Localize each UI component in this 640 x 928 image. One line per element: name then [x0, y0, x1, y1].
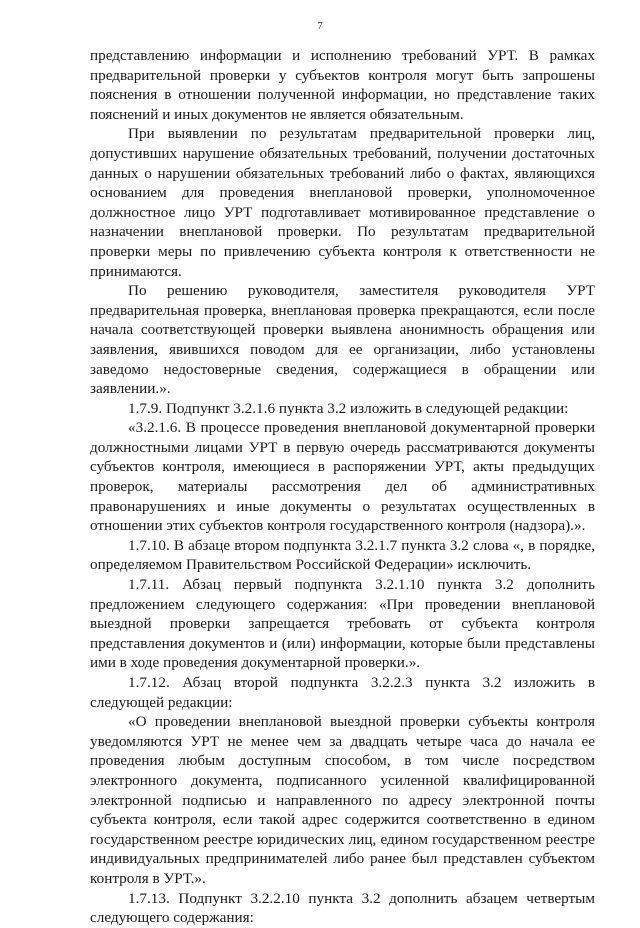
paragraph: По решению руководителя, заместителя руководителя УРТ предварительная проверка, внеплановая проверка прекращаются, если после начала соответствующей проверки выявлена анонимность обращения или заявления, явившихся поводом для ее организации, либо установлены заведомо недостоверные сведения, содержащиеся в обращении или заявлении.». [90, 282, 595, 398]
body-text [90, 46, 595, 928]
paragraph: 1.7.12. Абзац второй подпункта 3.2.2.3 пункта 3.2 изложить в следующей редакции: [90, 674, 595, 711]
paragraph: представлению информации и исполнению требований УРТ. В рамках предварительной проверки у субъектов контроля могут быть запрошены пояснения в отношении полученной информации, но представление таких пояснений и иных документов не является обязательным. [90, 47, 595, 123]
paragraph: При выявлении по результатам предварительной проверки лиц, допустивших нарушение обязательных требований, получении достаточных данных о нарушении обязательных требований либо о фактах, являющихся основанием для проведения внеплановой проверки, уполномоченное должностное лицо УРТ подготавливает мотивированное представление о назначении внеплановой проверки. По результатам предварительной проверки меры по привлечению субъекта контроля к ответственности не принимаются. [90, 125, 595, 280]
paragraph: «О проведении внеплановой выездной проверки субъекты контроля уведомляются УРТ не менее чем за двадцать четыре часа до начала ее проведения любым доступным способом, в том числе посредством электронного документа, подписанного усиленной квалифицированной электронной подписью и направленного по адресу электронной почты субъекта контроля, если такой адрес содержится соответственно в едином государственном реестре юридических лиц, едином государственном реестре индивидуальных предпринимателей либо ранее был представлен субъектом контроля в УРТ.». [90, 713, 595, 887]
paragraph: 1.7.11. Абзац первый подпункта 3.2.1.10 пункта 3.2 дополнить предложением следующего содержания: «При проведении внеплановой выездной проверки запрещается требовать от субъекта контроля представления документов и (или) информации, которые были представлены ими в ходе проведения документарной проверки.». [90, 576, 595, 672]
paragraph: 1.7.13. Подпункт 3.2.2.10 пункта 3.2 дополнить абзацем четвертым следующего содержания: [90, 889, 595, 927]
paragraph: 1.7.10. В абзаце втором подпункта 3.2.1.7 пункта 3.2 слова «, в порядке, определяемом Правительством Российской Федерации» исключить. [90, 536, 595, 574]
page-number: 7 [317, 20, 323, 32]
paragraph: 1.7.9. Подпункт 3.2.1.6 пункта 3.2 изложить в следующей редакции: [128, 399, 569, 417]
paragraph: «3.2.1.6. В процессе проведения внеплановой документарной проверки должностными лицами УРТ в первую очередь рассматриваются документы субъектов контроля, имеющиеся в распоряжении УРТ, акты предыдущих проверок, материалы рассмотрения дел об административных правонарушениях и иные документы о результатах осуществленных в отношении этих субъектов контроля государственного контроля (надзора).». [90, 419, 595, 535]
